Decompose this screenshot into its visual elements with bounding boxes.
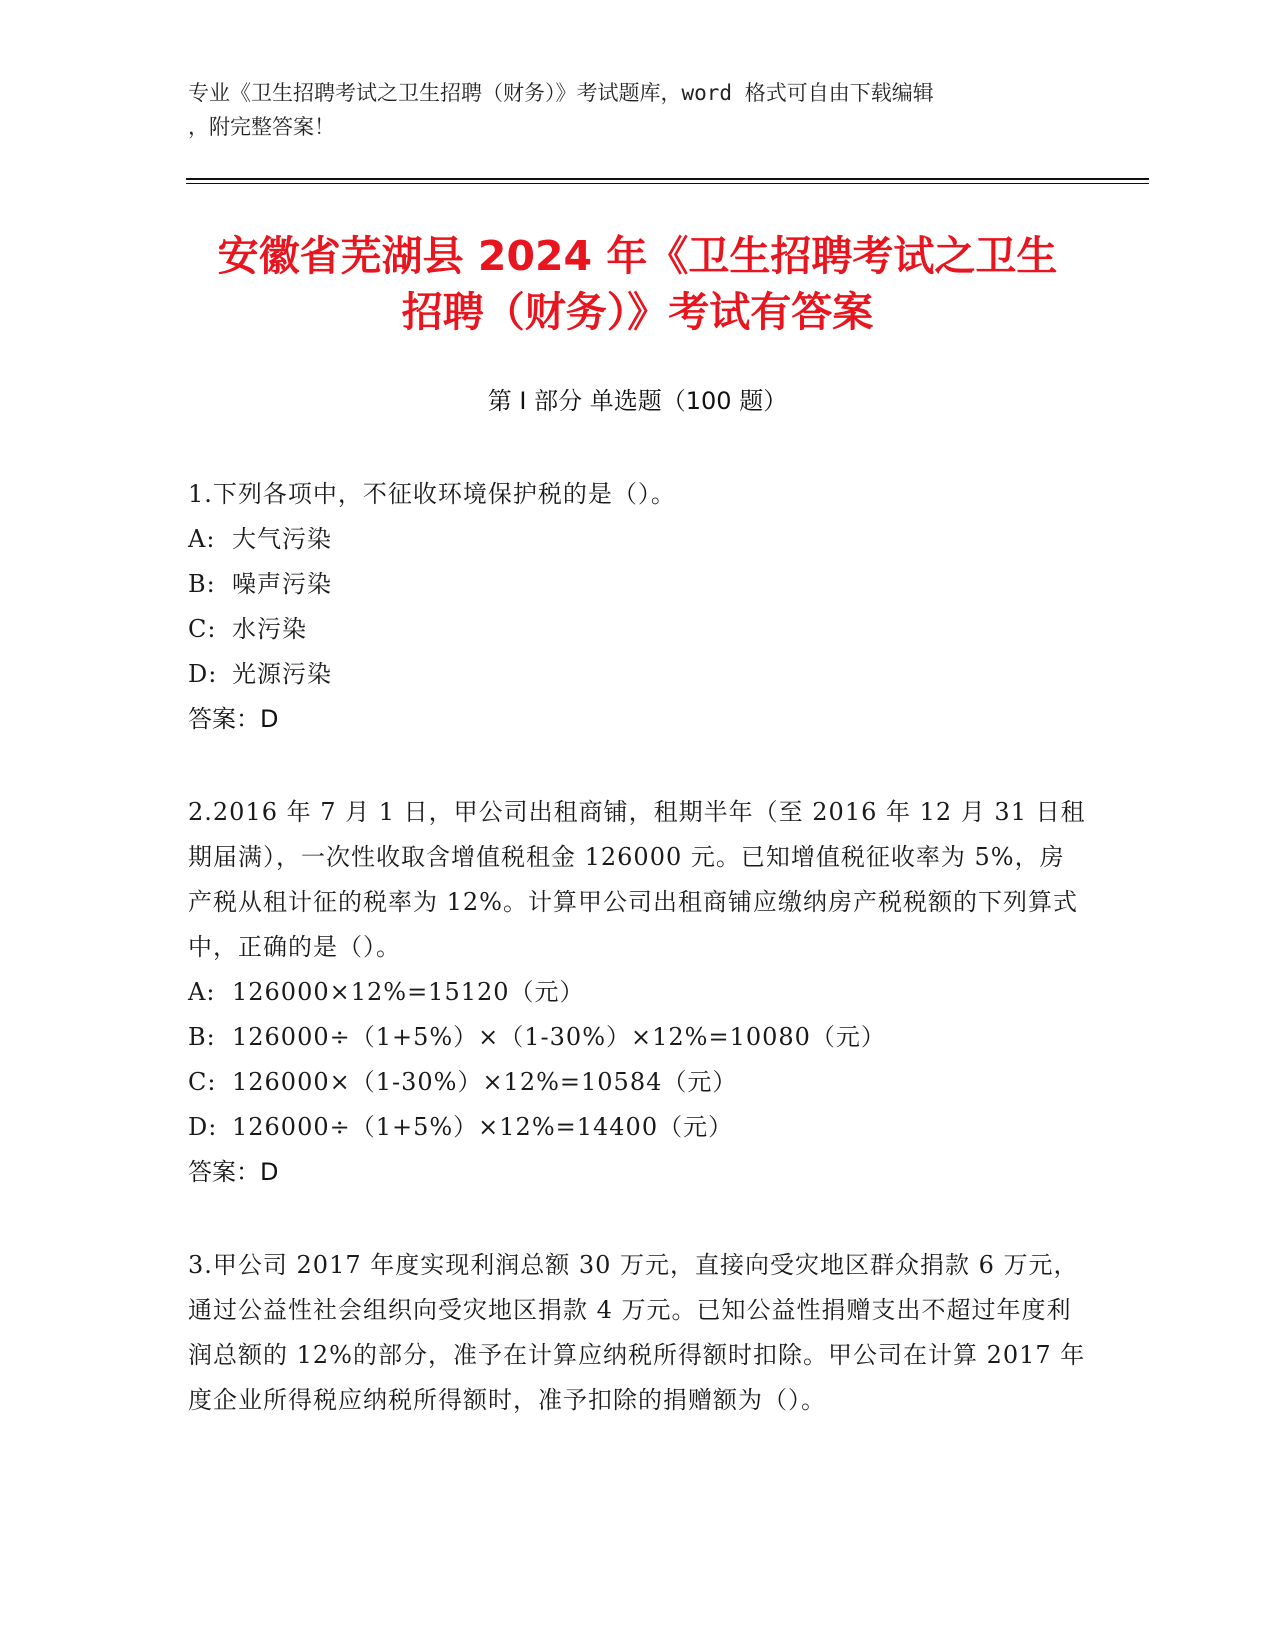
option-b <box>188 562 1088 607</box>
option-text: 大气污染 <box>232 525 332 553</box>
option-letter: A: <box>188 978 216 1006</box>
option-letter: B: <box>188 570 216 598</box>
option-letter: A: <box>188 525 216 553</box>
header-note-line-2: ，附完整答案！ <box>188 115 335 139</box>
option-c <box>188 607 1088 652</box>
option-d <box>188 652 1088 697</box>
option-text: 126000÷（1+5%）×12%=14400（元） <box>232 1113 734 1141</box>
option-c <box>188 1060 1088 1105</box>
question-stem: 3.甲公司 2017 年度实现利润总额 30 万元，直接向受灾地区群众捐款 6 万元，通过公益性社会组织向受灾地区捐款 4 万元。已知公益性捐赠支出不超过年度利润总额的 12%的部分，准予在计算应纳税所得额时扣除。甲公司在计算 2017 年度企业所得税应纳税所得额时，准予扣除的捐赠额为（）。 <box>188 1251 1086 1414</box>
option-letter: C: <box>188 1068 217 1096</box>
header-note-line-1: 专业《卫生招聘考试之卫生招聘（财务）》考试题库，word 格式可自由下载编辑 <box>188 81 934 105</box>
question-list <box>188 472 1088 1471</box>
header-divider-thin <box>186 183 1149 184</box>
question-stem: 2.2016 年 7 月 1 日，甲公司出租商铺，租期半年（至 2016 年 12 月 31 日租期届满），一次性收取含增值税租金 126000 元。已知增值税征收率为 5%，房产税从租计征的税率为 12%。计算甲公司出租商铺应缴纳房产税税额的下列算式中，正确的是（）。 <box>188 798 1086 961</box>
option-text: 噪声污染 <box>232 570 332 598</box>
question-1 <box>188 472 1088 742</box>
option-b <box>188 1015 1088 1060</box>
header-divider-thick <box>186 178 1149 180</box>
answer: 答案：D <box>188 705 279 733</box>
option-text: 126000×（1-30%）×12%=10584（元） <box>232 1068 738 1096</box>
question-2 <box>188 790 1088 1195</box>
answer: 答案：D <box>188 1158 279 1186</box>
question-3 <box>188 1243 1088 1423</box>
document-title <box>120 228 1155 340</box>
document-title-line-1: 安徽省芜湖县 2024 年《卫生招聘考试之卫生 <box>217 232 1058 280</box>
option-a <box>188 970 1088 1015</box>
header-note <box>188 76 1088 144</box>
option-text: 水污染 <box>232 615 307 643</box>
option-d <box>188 1105 1088 1150</box>
option-letter: C: <box>188 615 217 643</box>
option-text: 光源污染 <box>232 660 332 688</box>
section-title: 第 I 部分 单选题（100 题） <box>487 387 788 415</box>
question-stem: 1.下列各项中，不征收环境保护税的是（）。 <box>188 480 676 508</box>
option-letter: D: <box>188 1113 218 1141</box>
option-letter: B: <box>188 1023 216 1051</box>
option-text: 126000×12%=15120（元） <box>232 978 585 1006</box>
option-letter: D: <box>188 660 218 688</box>
document-title-line-2: 招聘（财务）》考试有答案 <box>401 288 874 336</box>
option-a <box>188 517 1088 562</box>
option-text: 126000÷（1+5%）×（1-30%）×12%=10080（元） <box>232 1023 886 1051</box>
